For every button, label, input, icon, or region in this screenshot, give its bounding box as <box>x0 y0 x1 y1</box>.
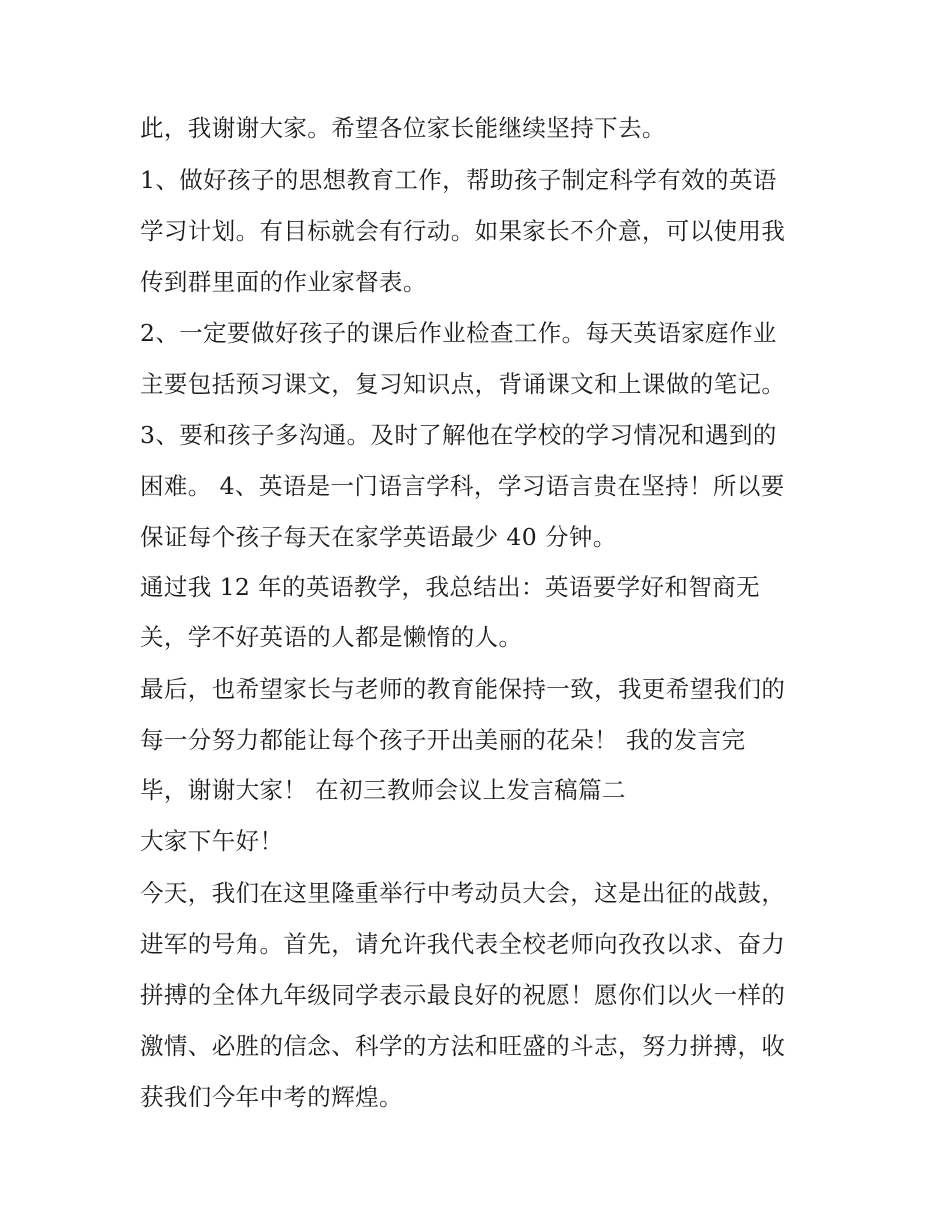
text-line: 2、一定要做好孩子的课后作业检查工作。每天英语家庭作业 <box>140 319 777 347</box>
text-line: 主要包括预习课文，复习知识点，背诵课文和上课做的笔记。 <box>140 370 786 398</box>
text-line: 今天，我们在这里隆重举行中考动员大会，这是出征的战鼓， <box>140 879 786 907</box>
text-line: 困难。 4、英语是一门语言学科，学习语言贵在坚持！所以要 <box>140 472 785 500</box>
text-line: 关，学不好英语的人都是懒惰的人。 <box>140 623 523 651</box>
text-line: 拼搏的全体九年级同学表示最良好的祝愿！愿你们以火一样的 <box>140 981 786 1009</box>
text-line: 获我们今年中考的辉煌。 <box>140 1083 403 1111</box>
text-line: 最后，也希望家长与老师的教育能保持一致，我更希望我们的 <box>140 675 786 703</box>
text-line: 1、做好孩子的思想教育工作，帮助孩子制定科学有效的英语 <box>140 166 777 194</box>
text-line: 通过我 12 年的英语教学，我总结出：英语要学好和智商无 <box>140 573 761 601</box>
text-line: 保证每个孩子每天在家学英语最少 40 分钟。 <box>140 523 617 551</box>
text-line: 大家下午好！ <box>140 827 284 855</box>
text-line: 激情、必胜的信念、科学的方法和旺盛的斗志，努力拼搏，收 <box>140 1032 786 1060</box>
text-line: 3、要和孩子多沟通。及时了解他在学校的学习情况和遇到的 <box>140 421 777 449</box>
text-line: 每一分努力都能让每个孩子开出美丽的花朵！ 我的发言完 <box>140 726 746 754</box>
text-line: 学习计划。有目标就会有行动。如果家长不介意，可以使用我 <box>140 217 786 245</box>
text-line: 传到群里面的作业家督表。 <box>140 268 427 296</box>
text-line: 此，我谢谢大家。希望各位家长能继续坚持下去。 <box>140 114 666 142</box>
text-line: 进军的号角。首先，请允许我代表全校老师向孜孜以求、奋力 <box>140 930 786 958</box>
text-line: 毕，谢谢大家！ 在初三教师会议上发言稿篇二 <box>140 776 626 804</box>
